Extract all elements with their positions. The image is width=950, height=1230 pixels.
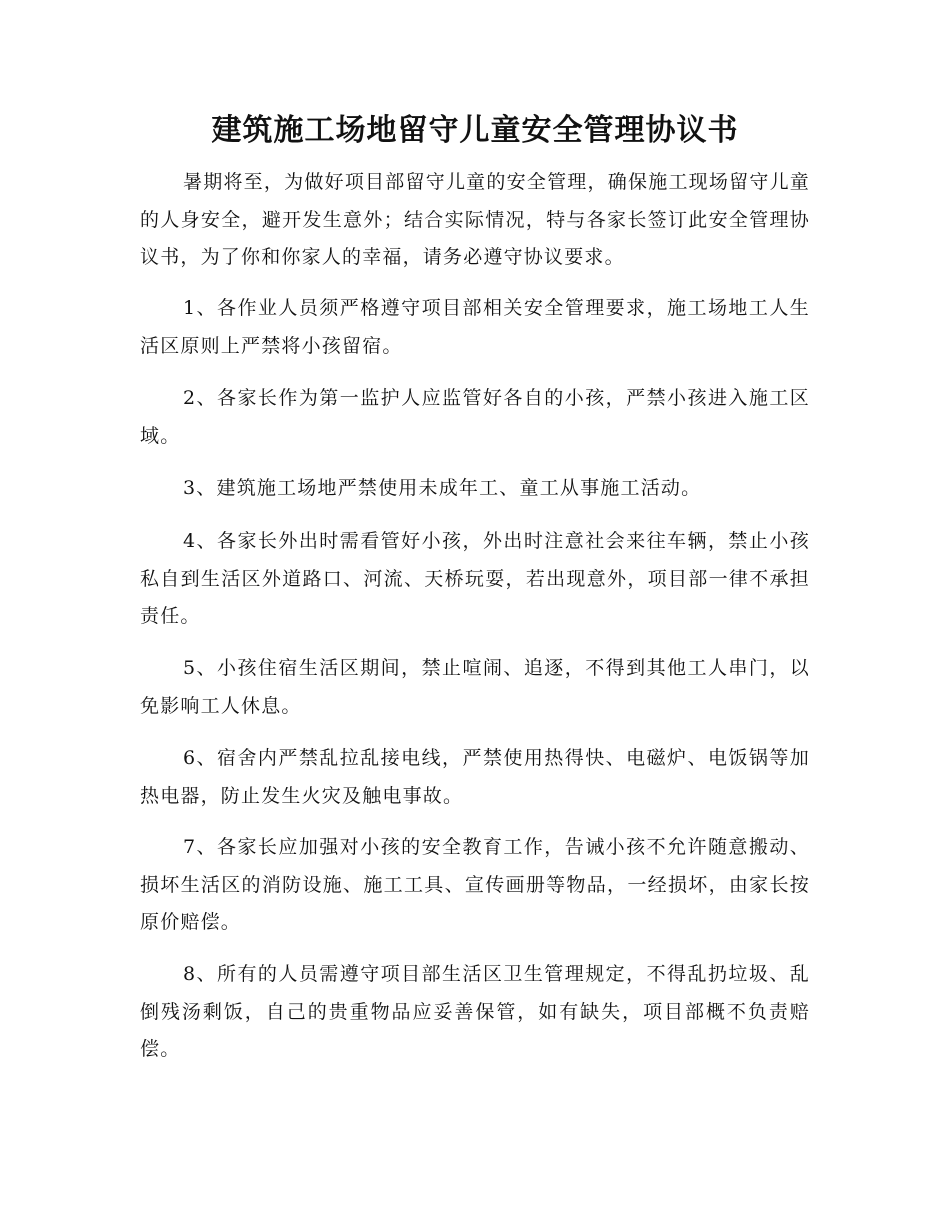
clause-5: 5、小孩住宿生活区期间，禁止喧闹、追逐，不得到其他工人串门，以免影响工人休息。	[140, 657, 810, 717]
clause-7: 7、各家长应加强对小孩的安全教育工作，告诫小孩不允许随意搬动、损坏生活区的消防设施、施工工具、宣传画册等物品，一经损坏，由家长按原价赔偿。	[140, 836, 810, 933]
clause-8: 8、所有的人员需遵守项目部生活区卫生管理规定，不得乱扔垃圾、乱倒残汤剩饭，自己的贵重物品应妥善保管，如有缺失，项目部概不负责赔偿。	[140, 963, 810, 1060]
document-title: 建筑施工场地留守儿童安全管理协议书	[211, 113, 739, 148]
intro-paragraph: 暑期将至，为做好项目部留守儿童的安全管理，确保施工现场留守儿童的人身安全，避开发生意外；结合实际情况，特与各家长签订此安全管理协议书，为了你和你家人的幸福，请务必遵守协议要求。	[140, 171, 810, 268]
clause-3: 3、建筑施工场地严禁使用未成年工、童工从事施工活动。	[183, 477, 702, 499]
clause-1: 1、各作业人员须严格遵守项目部相关安全管理要求，施工场地工人生活区原则上严禁将小孩留宿。	[140, 297, 810, 357]
clause-4: 4、各家长外出时需看管好小孩，外出时注意社会来往车辆，禁止小孩私自到生活区外道路口、河流、天桥玩耍，若出现意外，项目部一律不承担责任。	[140, 530, 810, 627]
clause-6: 6、宿舍内严禁乱拉乱接电线，严禁使用热得快、电磁炉、电饭锅等加热电器，防止发生火灾及触电事故。	[140, 747, 810, 807]
clause-2: 2、各家长作为第一监护人应监管好各自的小孩，严禁小孩进入施工区域。	[140, 387, 810, 447]
